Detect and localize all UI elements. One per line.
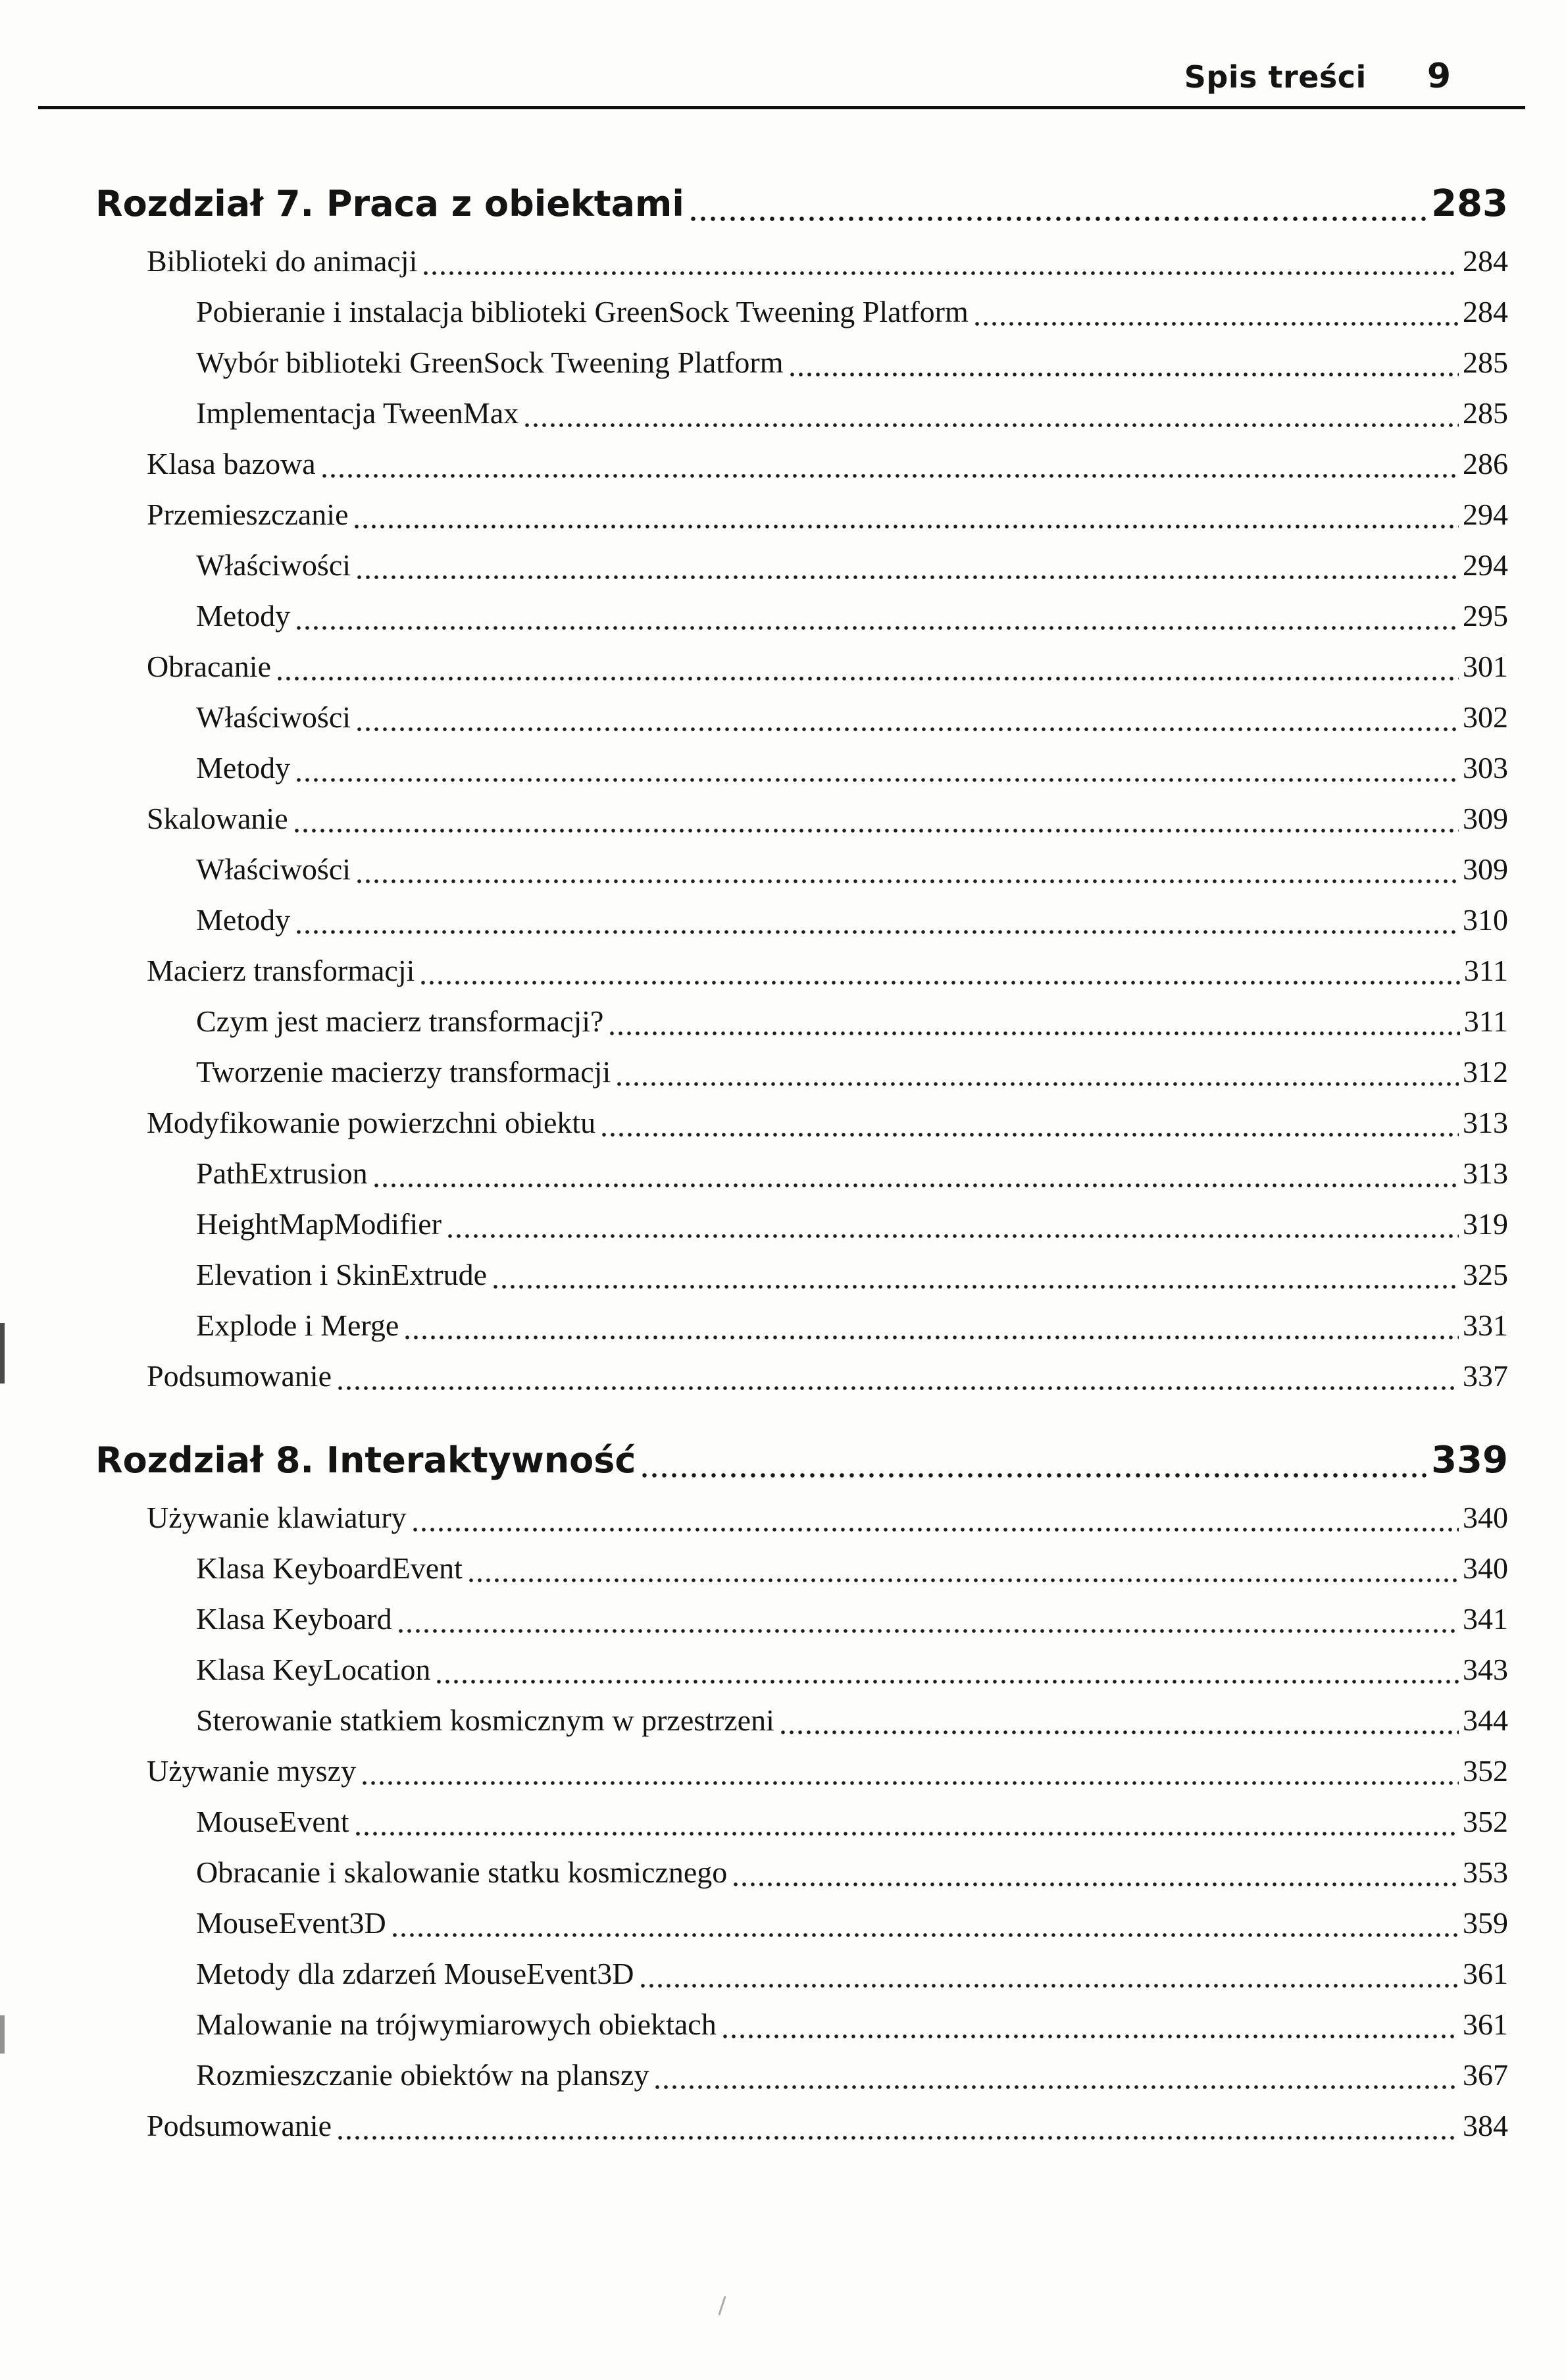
leader-dots bbox=[357, 575, 1459, 579]
entry-page-number: 319 bbox=[1463, 1207, 1508, 1241]
toc-entry-row bbox=[196, 1047, 1508, 1097]
entry-page-number: 359 bbox=[1463, 1906, 1508, 1940]
toc-entry-row bbox=[196, 1847, 1508, 1898]
entry-page-number: 340 bbox=[1463, 1501, 1508, 1534]
chapter-page-number: 339 bbox=[1431, 1439, 1508, 1482]
toc-entry-row bbox=[196, 540, 1508, 590]
entry-label: Używanie myszy bbox=[147, 1754, 357, 1788]
leader-dots bbox=[617, 1082, 1459, 1086]
entry-label: Obracanie i skalowanie statku kosmicznego bbox=[196, 1855, 728, 1889]
entry-page-number: 313 bbox=[1463, 1106, 1508, 1139]
entry-page-number: 302 bbox=[1463, 700, 1508, 734]
scan-artifact-left-edge bbox=[0, 1323, 5, 1384]
leader-dots bbox=[278, 677, 1459, 681]
chapter-block bbox=[0, 172, 1566, 1401]
entry-page-number: 294 bbox=[1463, 498, 1508, 531]
leader-dots bbox=[655, 2085, 1459, 2089]
entry-page-number: 310 bbox=[1463, 903, 1508, 937]
toc-entry-row bbox=[196, 1796, 1508, 1847]
toc-entry-row bbox=[196, 1300, 1508, 1351]
leader-dots bbox=[610, 1031, 1459, 1035]
entry-label: Macierz transformacji bbox=[147, 954, 415, 987]
leader-dots bbox=[297, 778, 1459, 782]
leader-dots bbox=[297, 626, 1459, 630]
toc-entry-row bbox=[147, 489, 1508, 540]
entry-page-number: 361 bbox=[1463, 2007, 1508, 2041]
leader-dots bbox=[413, 1528, 1459, 1532]
header-page-number: 9 bbox=[1427, 57, 1451, 96]
toc-entry-row bbox=[147, 641, 1508, 692]
entry-page-number: 352 bbox=[1463, 1805, 1508, 1838]
toc-entry-row bbox=[196, 1948, 1508, 1999]
toc-entry-row bbox=[147, 236, 1508, 286]
entry-page-number: 353 bbox=[1463, 1855, 1508, 1889]
leader-dots bbox=[393, 1933, 1459, 1937]
entry-label: MouseEvent3D bbox=[196, 1906, 386, 1940]
leader-dots bbox=[734, 1882, 1459, 1886]
entry-label: Obracanie bbox=[147, 650, 271, 683]
leader-dots bbox=[641, 1984, 1459, 1988]
toc-entry-row bbox=[196, 286, 1508, 337]
toc-entry-row bbox=[196, 590, 1508, 641]
entry-label: Malowanie na trójwymiarowych obiektach bbox=[196, 2007, 717, 2041]
entry-label: Wybór biblioteki GreenSock Tweening Platform bbox=[196, 346, 784, 379]
chapter-heading-row bbox=[95, 172, 1508, 236]
entry-label: Elevation i SkinExtrude bbox=[196, 1258, 488, 1291]
entry-label: Podsumowanie bbox=[147, 2109, 332, 2142]
toc bbox=[0, 172, 1566, 2151]
toc-entry-row bbox=[196, 1249, 1508, 1300]
entry-page-number: 341 bbox=[1463, 1602, 1508, 1636]
scan-artifact-mark bbox=[718, 2296, 726, 2315]
entry-label: PathExtrusion bbox=[196, 1156, 368, 1190]
entry-label: Metody dla zdarzeń MouseEvent3D bbox=[196, 1957, 634, 1990]
toc-entry-row bbox=[196, 1644, 1508, 1695]
toc-entry-row bbox=[147, 438, 1508, 489]
entry-page-number: 309 bbox=[1463, 852, 1508, 886]
toc-entry-row bbox=[196, 1695, 1508, 1746]
toc-entry-row bbox=[196, 1199, 1508, 1249]
chapter-page-number: 283 bbox=[1431, 182, 1508, 225]
entry-page-number: 340 bbox=[1463, 1551, 1508, 1585]
toc-entry-row bbox=[147, 2100, 1508, 2151]
toc-entry-row bbox=[196, 1593, 1508, 1644]
leader-dots bbox=[405, 1335, 1459, 1339]
entry-page-number: 301 bbox=[1463, 650, 1508, 683]
leader-dots bbox=[602, 1133, 1459, 1137]
chapter-title: Rozdział 7. Praca z obiektami bbox=[95, 183, 684, 224]
entry-label: Podsumowanie bbox=[147, 1359, 332, 1393]
entry-page-number: 284 bbox=[1463, 244, 1508, 278]
leader-dots bbox=[525, 423, 1459, 427]
entry-label: Tworzenie macierzy transformacji bbox=[196, 1055, 611, 1089]
leader-dots bbox=[642, 1473, 1427, 1478]
leader-dots bbox=[723, 2034, 1459, 2038]
toc-entry-row bbox=[196, 844, 1508, 894]
leader-dots bbox=[448, 1234, 1459, 1238]
entry-page-number: 311 bbox=[1463, 1004, 1508, 1038]
entry-page-number: 367 bbox=[1463, 2058, 1508, 2092]
entry-label: Pobieranie i instalacja biblioteki GreenSock Tweening Platform bbox=[196, 295, 969, 328]
chapter-block bbox=[0, 1429, 1566, 2151]
entry-page-number: 325 bbox=[1463, 1258, 1508, 1291]
toc-entry-row bbox=[196, 742, 1508, 793]
entry-label: Rozmieszczanie obiektów na planszy bbox=[196, 2058, 649, 2092]
entry-label: Przemieszczanie bbox=[147, 498, 349, 531]
toc-entry-row bbox=[196, 1543, 1508, 1593]
entry-label: MouseEvent bbox=[196, 1805, 349, 1838]
header-rule bbox=[38, 106, 1525, 109]
entry-label: Implementacja TweenMax bbox=[196, 396, 519, 430]
entry-page-number: 343 bbox=[1463, 1653, 1508, 1686]
toc-entry-row bbox=[196, 1898, 1508, 1948]
entry-page-number: 361 bbox=[1463, 1957, 1508, 1990]
leader-dots bbox=[469, 1578, 1459, 1582]
entry-page-number: 285 bbox=[1463, 396, 1508, 430]
toc-entry-row bbox=[196, 337, 1508, 388]
entry-label: Czym jest macierz transformacji? bbox=[196, 1004, 604, 1038]
entry-label: Metody bbox=[196, 751, 291, 785]
leader-dots bbox=[691, 217, 1427, 221]
entry-page-number: 295 bbox=[1463, 599, 1508, 633]
entry-page-number: 309 bbox=[1463, 802, 1508, 835]
header-title: Spis treści bbox=[1184, 59, 1367, 95]
leader-dots bbox=[295, 829, 1459, 833]
chapter-heading-row bbox=[95, 1429, 1508, 1492]
toc-entry-row bbox=[147, 945, 1508, 996]
leader-dots bbox=[790, 373, 1459, 376]
entry-page-number: 331 bbox=[1463, 1308, 1508, 1342]
toc-entry-row bbox=[147, 1097, 1508, 1148]
toc-entry-row bbox=[196, 2050, 1508, 2100]
scan-artifact-left-edge bbox=[0, 2015, 5, 2054]
toc-entry-row bbox=[196, 692, 1508, 742]
leader-dots bbox=[356, 1832, 1459, 1836]
leader-dots bbox=[297, 930, 1459, 934]
leader-dots bbox=[421, 981, 1459, 985]
toc-entry-row bbox=[196, 996, 1508, 1047]
entry-label: Sterowanie statkiem kosmicznym w przestrzeni bbox=[196, 1703, 774, 1737]
entry-label: Używanie klawiatury bbox=[147, 1501, 407, 1534]
entry-label: Metody bbox=[196, 599, 291, 633]
entry-label: Właściwości bbox=[196, 852, 351, 886]
leader-dots bbox=[374, 1183, 1459, 1187]
entry-label: Klasa bazowa bbox=[147, 447, 316, 480]
entry-label: Klasa KeyboardEvent bbox=[196, 1551, 463, 1585]
entry-label: Klasa KeyLocation bbox=[196, 1653, 431, 1686]
leader-dots bbox=[338, 1386, 1459, 1390]
entry-label: Skalowanie bbox=[147, 802, 288, 835]
entry-label: HeightMapModifier bbox=[196, 1207, 442, 1241]
leader-dots bbox=[493, 1285, 1459, 1289]
entry-page-number: 284 bbox=[1463, 295, 1508, 328]
leader-dots bbox=[357, 727, 1459, 731]
entry-page-number: 337 bbox=[1463, 1359, 1508, 1393]
leader-dots bbox=[322, 474, 1459, 478]
leader-dots bbox=[363, 1781, 1459, 1785]
entry-page-number: 294 bbox=[1463, 548, 1508, 582]
page-header bbox=[0, 58, 1451, 95]
leader-dots bbox=[355, 525, 1459, 529]
entry-page-number: 313 bbox=[1463, 1156, 1508, 1190]
leader-dots bbox=[338, 2136, 1459, 2140]
toc-entry-row bbox=[196, 388, 1508, 438]
toc-entry-row bbox=[147, 1492, 1508, 1543]
leader-dots bbox=[781, 1730, 1459, 1734]
toc-entry-row bbox=[147, 793, 1508, 844]
entry-page-number: 286 bbox=[1463, 447, 1508, 480]
entry-label: Właściwości bbox=[196, 548, 351, 582]
leader-dots bbox=[424, 271, 1459, 275]
toc-entry-row bbox=[196, 1148, 1508, 1199]
toc-entry-row bbox=[147, 1351, 1508, 1401]
leader-dots bbox=[399, 1629, 1459, 1633]
leader-dots bbox=[357, 879, 1459, 883]
entry-page-number: 344 bbox=[1463, 1703, 1508, 1737]
entry-page-number: 303 bbox=[1463, 751, 1508, 785]
toc-entry-row bbox=[196, 1999, 1508, 2050]
toc-entry-row bbox=[147, 1746, 1508, 1796]
leader-dots bbox=[975, 322, 1459, 326]
entry-label: Explode i Merge bbox=[196, 1308, 399, 1342]
entry-label: Klasa Keyboard bbox=[196, 1602, 392, 1636]
entry-page-number: 384 bbox=[1463, 2109, 1508, 2142]
entry-label: Modyfikowanie powierzchni obiektu bbox=[147, 1106, 596, 1139]
entry-label: Biblioteki do animacji bbox=[147, 244, 418, 278]
entry-page-number: 352 bbox=[1463, 1754, 1508, 1788]
chapter-title: Rozdział 8. Interaktywność bbox=[95, 1439, 636, 1481]
entry-page-number: 285 bbox=[1463, 346, 1508, 379]
entry-page-number: 311 bbox=[1463, 954, 1508, 987]
entry-label: Właściwości bbox=[196, 700, 351, 734]
leader-dots bbox=[437, 1680, 1459, 1684]
entry-page-number: 312 bbox=[1463, 1055, 1508, 1089]
toc-entry-row bbox=[196, 894, 1508, 945]
entry-label: Metody bbox=[196, 903, 291, 937]
